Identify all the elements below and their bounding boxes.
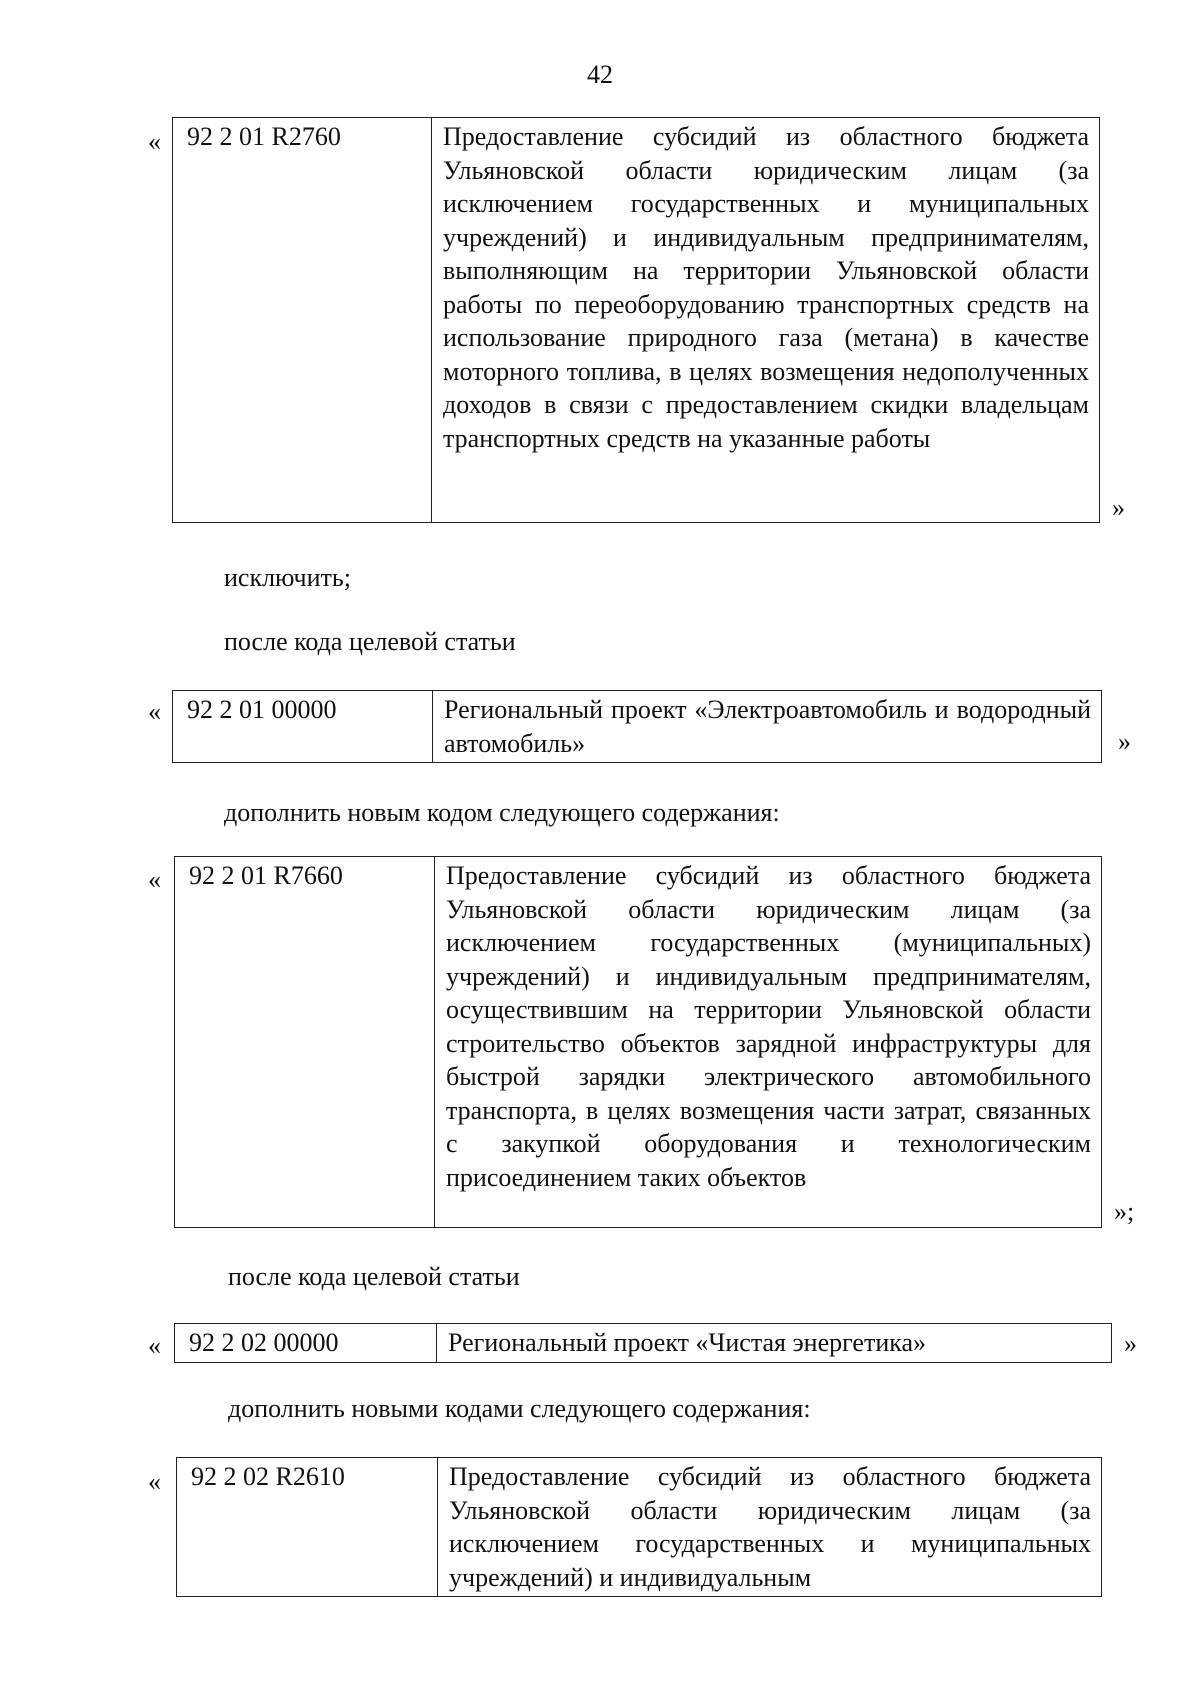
code-table [174,1323,1112,1363]
opening-quote: « [148,1331,161,1360]
instruction-after-code: после кода целевой статьи [224,627,516,656]
instruction-exclude: исключить; [224,563,351,592]
opening-quote: « [148,697,161,726]
target-code: 92 2 01 R7660 [175,857,435,1228]
closing-quote: »; [1114,1197,1135,1226]
code-table [172,690,1102,763]
code-table [174,856,1102,1228]
closing-quote: » [1118,727,1131,756]
closing-quote: » [1112,493,1125,522]
code-table [172,117,1100,523]
target-code: 92 2 01 00000 [173,691,433,763]
code-description: Предоставление субсидий из областного бюджета Ульяновской области юридическим лицам (за исключением государственных (муниципальных) учреждений) и индивидуальным предпринимателям, осуществившим на территории Ульяновской области строительство объектов зарядной инфраструктуры для быстрой зарядки электрического автомобильного транспорта, в целях возмещения части затрат, связанных с закупкой оборудования и технологическим присоединением таких объектов [435,857,1102,1228]
opening-quote: « [148,1467,161,1496]
code-description: Региональный проект «Электроавтомобиль и водородный автомобиль» [433,691,1102,763]
code-description: Предоставление субсидий из областного бюджета Ульяновской области юридическим лицам (за исключением государственных и муниципальных учреждений) и индивидуальным [438,1458,1102,1597]
instruction-after-code: после кода целевой статьи [228,1262,520,1291]
code-description: Предоставление субсидий из областного бюджета Ульяновской области юридическим лицам (за исключением государственных и муниципальных учреждений) и индивидуальным предпринимателям, выполняющим на территории Ульяновской области работы по переоборудованию транспортных средств на использование природного газа (метана) в качестве моторного топлива, в целях возмещения недополученных доходов в связи с предоставлением скидки владельцам транспортных средств на указанные работы [432,118,1100,523]
target-code: 92 2 02 00000 [175,1324,437,1363]
opening-quote: « [148,865,161,894]
target-code: 92 2 01 R2760 [173,118,432,523]
code-table [176,1457,1102,1597]
target-code: 92 2 02 R2610 [177,1458,438,1597]
opening-quote: « [148,127,161,156]
instruction-add-codes: дополнить новыми кодами следующего содержания: [228,1394,811,1423]
closing-quote: » [1124,1329,1137,1358]
page-number: 42 [587,60,613,89]
instruction-add-code: дополнить новым кодом следующего содержания: [224,798,780,827]
code-description: Региональный проект «Чистая энергетика» [437,1324,1112,1363]
